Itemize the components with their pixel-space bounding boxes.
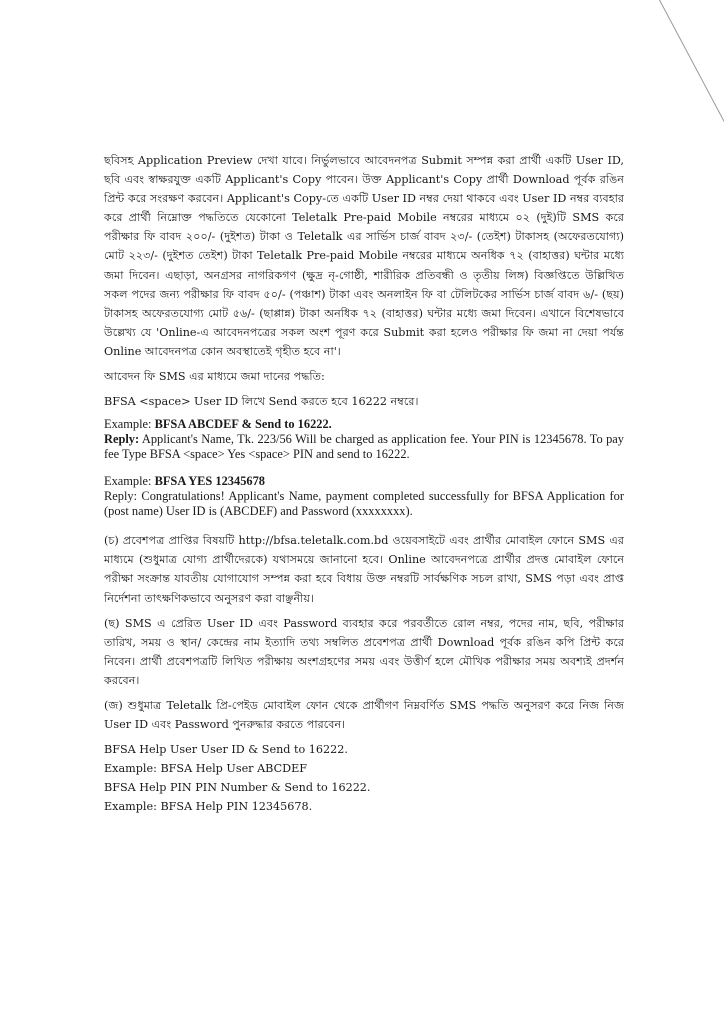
example-1-reply-label: Reply: (104, 432, 140, 447)
sms-method-heading: আবেদন ফি SMS এর মাধ্যমে জমা দানের পদ্ধতি: (104, 370, 325, 384)
help-lines (104, 740, 624, 816)
example-2-block (104, 474, 624, 519)
example-2-reply-text: Reply: Congratulations! Applicant's Name, payment completed successfully for BFSA Application for (post name) User ID is (ABCDEF) and Password (xxxxxxxx). (104, 489, 624, 519)
help-line-pin-example: Example: BFSA Help PIN 12345678. (104, 800, 313, 814)
example-2-code: BFSA YES 12345678 (154, 474, 265, 489)
example-1-reply-text: Applicant's Name, Tk. 223/56 Will be charged as application fee. Your PIN is 12345678. To pay fee Type BFSA <space> Yes <space> PIN and send to 16222. (104, 432, 624, 462)
paragraph-ja-recovery: (জ) শুধুমাত্র Teletalk প্রি-পেইড মোবাইল ফোন থেকে প্রার্থীগণ নিম্নবর্ণিত SMS পদ্ধতি অনুসরণ করে নিজ নিজ User ID এবং Password পুনরুদ্ধার করতে পারবেন। (104, 698, 624, 732)
help-line-pin: BFSA Help PIN PIN Number & Send to 16222. (104, 781, 371, 795)
page-edge-shadow (643, 0, 724, 959)
document-body (104, 151, 624, 817)
example-2-label: Example: (104, 474, 152, 489)
sms-step-1: BFSA <space> User ID লিখে Send করতে হবে 16222 নম্বরে। (104, 395, 419, 409)
example-1-block (104, 417, 624, 462)
example-1-label: Example: (104, 417, 152, 432)
example-1-code: BFSA ABCDEF & Send to 16222. (154, 417, 332, 432)
paragraph-cha-admit-card: (চ) প্রবেশপত্র প্রাপ্তির বিষয়টি http://bfsa.teletalk.com.bd ওয়েবসাইটে এবং প্রার্থীর মোবাইল ফোনে SMS এর মাধ্যমে (শুধুমাত্র যোগ্য প্রার্থীদেরকে) যথাসময়ে জানানো হবে। Online আবেদনপত্রে প্রার্থীর প্রদত্ত মোবাইল ফোনে পরীক্ষা সংক্রান্ত যাবতীয় যোগাযোগ সম্পন্ন করা হবে বিধায় উক্ত নম্বরটি সার্বক্ষণিক সচল রাখা, SMS পড়া এবং প্রাপ্ত নির্দেশনা তাৎক্ষণিকভাবে অনুসরণ করা বাঞ্ছনীয়। (104, 534, 624, 605)
help-line-user-example: Example: BFSA Help User ABCDEF (104, 762, 308, 776)
paragraph-chha-download: (ছ) SMS এ প্রেরিত User ID এবং Password ব্যবহার করে পরবর্তীতে রোল নম্বর, পদের নাম, ছবি, পরীক্ষার তারিখ, সময় ও স্থান/ কেন্দ্রের নাম ইত্যাদি তথ্য সম্বলিত প্রবেশপত্র প্রার্থী Download পূর্বক রঙিন কপি প্রিন্ট করে নিবেন। প্রার্থী প্রবেশপত্রটি লিখিত পরীক্ষায় অংশগ্রহণের সময় এবং উত্তীর্ণ হলে মৌখিক পরীক্ষার সময় অবশ্যই প্রদর্শন করবেন। (104, 616, 624, 687)
paragraph-application-fee: ছবিসহ Application Preview দেখা যাবে। নির্ভুলভাবে আবেদনপত্র Submit সম্পন্ন করা প্রার্থী একটি User ID, ছবি এবং স্বাক্ষরযুক্ত একটি Applicant's Copy পাবেন। উক্ত Applicant's Copy প্রার্থী Download পূর্বক রঙিন প্রিন্ট করে সংরক্ষণ করবেন। Applicant's Copy-তে একটি User ID নম্বর দেয়া থাকবে এবং User ID নম্বর ব্যবহার করে প্রার্থী নিম্নোক্ত পদ্ধতিতে যেকোনো Teletalk Pre-paid Mobile নম্বরের মাধ্যমে ০২ (দুই)টি SMS করে পরীক্ষার ফি বাবদ ২০০/- (দুইশত) টাকা ও Teletalk এর সার্ভিস চার্জ বাবদ ২৩/- (তেইশ) টাকাসহ (অফেরতযোগ্য) মোট ২২৩/- (দুইশত তেইশ) টাকা Teletalk Pre-paid Mobile নম্বরের মাধ্যমে অনধিক ৭২ (বাহাত্তর) ঘন্টার মধ্যে জমা দিবেন। এছাড়া, অনগ্রসর নাগরিকগণ (ক্ষুদ্র নৃ-গোষ্ঠী, শারীরিক প্রতিবন্ধী ও তৃতীয় লিঙ্গ) বিজ্ঞপ্তিতে উল্লিখিত সকল পদের জন্য পরীক্ষার ফি বাবদ ৫০/- (পঞ্চাশ) টাকা এবং অনলাইন ফি বা টেলিটকের সার্ভিস চার্জ বাবদ ৬/- (ছয়) টাকাসহ অফেরতযোগ্য মোট ৫৬/- (ছাপ্পান্ন) টাকা অনধিক ৭২ (বাহাত্তর) ঘন্টার মধ্যে জমা দিবেন। এখানে বিশেষভাবে উল্লেখ্য যে 'Online-এ আবেদনপত্রের সকল অংশ পূরণ করে Submit করা হলেও পরীক্ষার ফি জমা না দেয়া পর্যন্ত Online আবেদনপত্র কোন অবস্থাতেই গৃহীত হবে না'। (104, 154, 624, 358)
help-line-user: BFSA Help User User ID & Send to 16222. (104, 743, 348, 757)
